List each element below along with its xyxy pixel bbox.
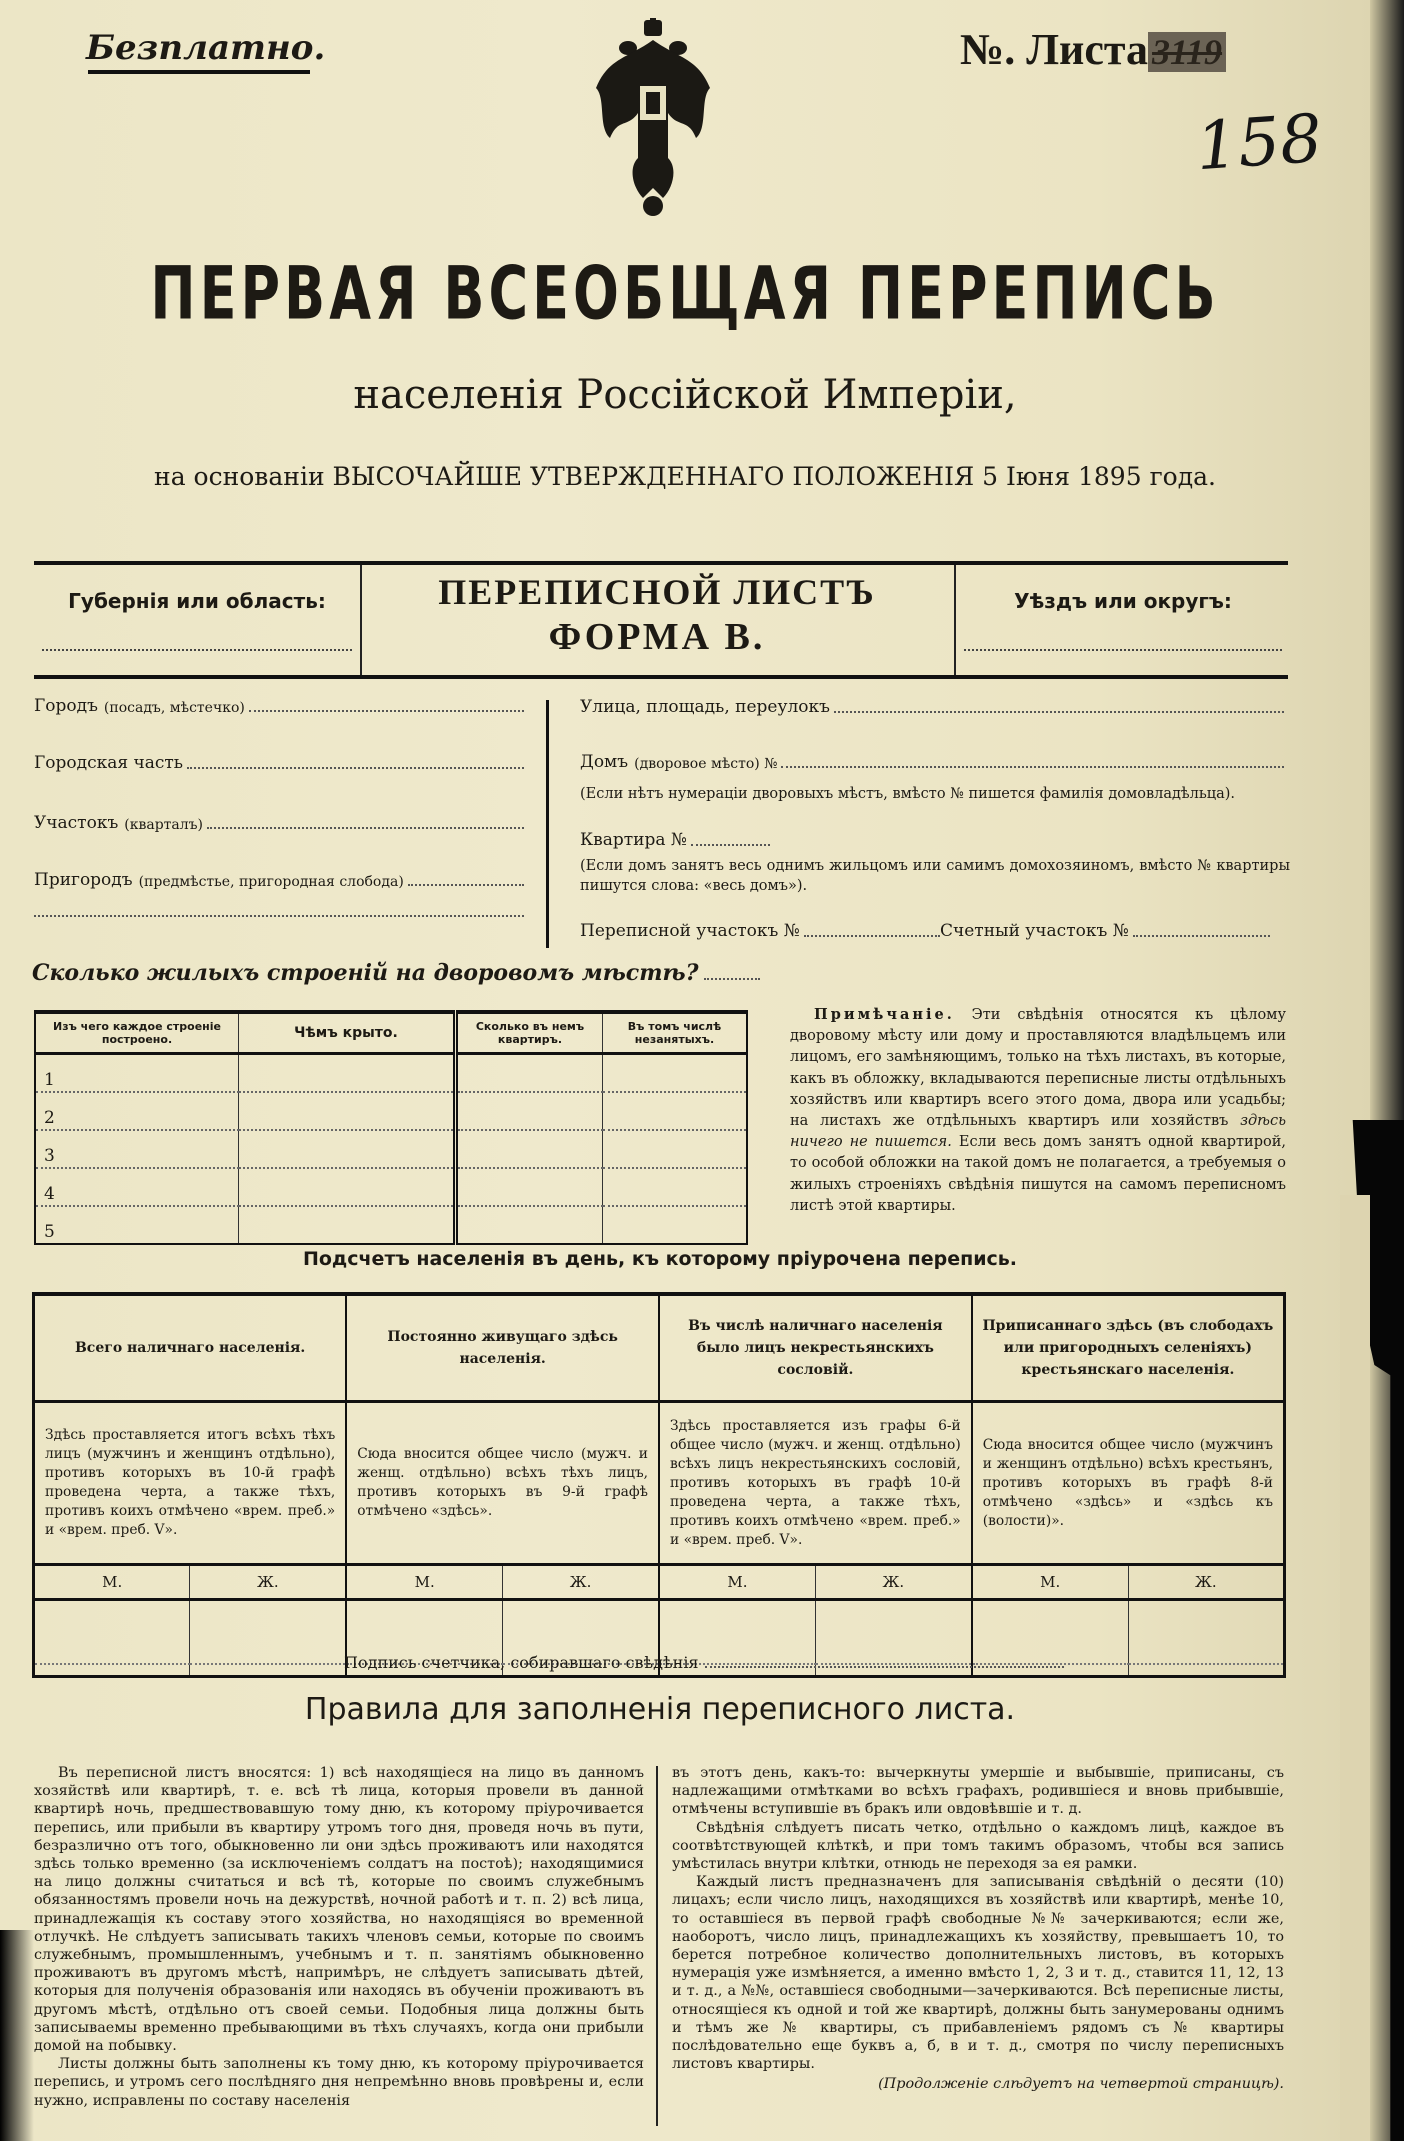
rules-left-column xyxy=(34,1764,644,2110)
note-text: Эти свѣдѣнія относятся къ цѣлому дворовому мѣсту или дому и проставляются владѣльцемъ или лицомъ, его замѣняющимъ, только на тѣхъ листахъ, въ которые, какъ въ обложку, вкладываются переписные листы отдѣльныхъ хозяйствъ или квартиръ всего этого дома, двора или усадьбы; на листахъ же отдѣльныхъ квартиръ или хозяйствъ xyxy=(790,1007,1286,1130)
col-apartments: Сколько въ немъ квартиръ. xyxy=(456,1012,603,1054)
female-count-cell[interactable] xyxy=(190,1600,346,1665)
male-header: М. xyxy=(346,1565,502,1600)
table-cell[interactable] xyxy=(239,1092,456,1130)
rules-column-divider xyxy=(656,1766,658,2126)
count-district-label: Счетный участокъ № xyxy=(940,921,1129,941)
census-district-label: Переписной участокъ № xyxy=(580,921,800,941)
table-cell[interactable] xyxy=(456,1092,603,1130)
census-district-blank[interactable] xyxy=(804,934,940,937)
female-header: Ж. xyxy=(1128,1565,1284,1600)
male-header: М. xyxy=(34,1565,190,1600)
female-header: Ж. xyxy=(190,1565,346,1600)
precinct-label: Участокъ xyxy=(34,813,119,833)
legal-basis-line: на основаніи ВЫСОЧАЙШЕ УТВЕРЖДЕННАГО ПОЛОЖЕНІЯ 5 Іюня 1895 года. xyxy=(154,462,1216,491)
buildings-question-label: Сколько жилыхъ строеній на дворовомъ мѣстѣ? xyxy=(32,960,699,986)
population-table xyxy=(32,1292,1286,1678)
paper-flap xyxy=(1340,1195,1370,2141)
rules-paragraph: Въ переписной листъ вносятся: 1) всѣ находящіеся на лицо въ данномъ хозяйствѣ или квартирѣ, т. е. всѣ тѣ лица, которыя провели въ данной квартирѣ ночь, предшествовавшую тому дню, къ которому пріурочивается перепись, или прибыли въ квартиру утромъ того дня, проведя ночь въ пути, безразлично отъ того, обыкновенно ли они здѣсь проживаютъ или находятся здѣсь только временно (за исключеніемъ солдатъ на постоѣ); находящимися на лицо должны считаться и всѣ тѣ, которые по своимъ служебнымъ обязанностямъ провели ночь на дежурствѣ, ночной работѣ и т. п. 2) всѣ лица, принадлежащія къ составу этого хозяйства, но находящіяся во временной отлучкѣ. Не слѣдуетъ записывать такихъ членовъ семьи, которые по своимъ служебнымъ, промышленнымъ, учебнымъ и т. п. занятіямъ обыкновенно проживаютъ въ другомъ мѣстѣ, напримѣръ, не слѣдуетъ записывать дѣтей, которыя для полученія образованія или находясь въ обученіи проживаютъ въ другомъ мѣстѣ, отдѣльно отъ своей семьи. Подобныя лица должны быть записываемы временно пребывающими въ тѣхъ случаяхъ, когда они прибыли домой на побывку. xyxy=(34,1765,644,2055)
note-heading: Примѣчаніе. xyxy=(814,1006,955,1023)
table-row xyxy=(35,1206,747,1244)
signature-blank[interactable] xyxy=(705,1666,1064,1668)
table-cell[interactable] xyxy=(239,1168,456,1206)
table-row xyxy=(35,1130,747,1168)
buildings-table xyxy=(34,1010,748,1245)
free-label-underline xyxy=(88,70,310,74)
apartment-field[interactable] xyxy=(580,830,770,850)
province-field[interactable] xyxy=(34,565,362,675)
suburb-extra-blank[interactable] xyxy=(34,914,524,917)
note-text-end: Если весь домъ занятъ одной квартирой, то особой обложки на такой домъ не полагается, а требуемыя о жилыхъ строеніяхъ свѣдѣнія пишутся на самомъ переписномъ листѣ этой квартиры. xyxy=(790,1134,1286,1214)
table-cell[interactable] xyxy=(456,1054,603,1093)
col-description: Здѣсь проставляется изъ графы 6-й общее число (мужч. и женщ. отдѣльно) всѣхъ лицъ некрестьянскихъ сословій, противъ которыхъ въ графѣ 10-й проведена черта, а также тѣхъ, противъ коихъ отмѣчено «врем. преб.» и «врем. преб. V». xyxy=(659,1402,972,1565)
female-header: Ж. xyxy=(815,1565,971,1600)
street-blank[interactable] xyxy=(834,710,1284,713)
rules-paragraph: Листы должны быть заполнены къ тому дню, къ которому пріурочивается перепись, и утромъ сего послѣдняго дня непремѣнно вновь провѣрены и, если нужно, исправлены по составу населенія xyxy=(34,2056,644,2109)
table-cell[interactable] xyxy=(456,1168,603,1206)
row-number[interactable]: 5 xyxy=(35,1206,239,1244)
col-registered-peasants: Приписаннаго здѣсь (въ слободахъ или пригородныхъ селеніяхъ) крестьянскаго населенія. xyxy=(972,1294,1285,1402)
form-type-heading xyxy=(360,565,954,675)
handwritten-sheet-number: 158 xyxy=(1193,99,1325,186)
table-cell[interactable] xyxy=(603,1054,748,1093)
table-cell[interactable] xyxy=(603,1092,748,1130)
row-number[interactable]: 1 xyxy=(35,1054,239,1093)
enumerator-signature-field[interactable] xyxy=(344,1653,1064,1672)
house-note: (Если нѣтъ нумераціи дворовыхъ мѣстъ, вмѣсто № пишется фамилія домовладѣльца). xyxy=(580,786,1236,802)
col-description: Сюда вносится общее число (мужч. и женщ. отдѣльно) всѣхъ тѣхъ лицъ, противъ которыхъ въ 9-й графѣ отмѣчено «здѣсь». xyxy=(346,1402,659,1565)
city-sublabel: (посадъ, мѣстечко) xyxy=(103,700,245,716)
col-material: Изъ чего каждое строеніе построено. xyxy=(35,1012,239,1054)
col-non-peasant-population: Въ числѣ наличнаго населенія было лицъ некрестьянскихъ сословій. xyxy=(659,1294,972,1402)
apartment-note: (Если домъ занятъ весь однимъ жильцомъ или самимъ домохозяиномъ, вмѣсто № квартиры пишутся слова: «весь домъ»). xyxy=(580,858,1290,894)
buildings-note xyxy=(790,1004,1286,1217)
suburb-sublabel: (предмѣстье, пригородная слобода) xyxy=(138,874,404,890)
free-of-charge-label: Безплатно. xyxy=(86,28,326,68)
district-label: Уѣздъ или округъ: xyxy=(1014,589,1232,613)
street-field[interactable] xyxy=(580,697,1284,717)
col-present-population: Всего наличнаго населенія. xyxy=(34,1294,347,1402)
double-headed-eagle-icon xyxy=(588,18,718,218)
female-header: Ж. xyxy=(503,1565,659,1600)
province-blank[interactable] xyxy=(42,649,352,651)
address-divider xyxy=(546,700,549,948)
row-number[interactable]: 4 xyxy=(35,1168,239,1206)
sheet-number-label: №. Листа xyxy=(960,25,1149,74)
province-label: Губернія или область: xyxy=(68,589,326,613)
rules-right-column xyxy=(672,1764,1284,2094)
signature-label: Подпись счетчика, собиравшаго свѣдѣнія xyxy=(344,1653,699,1672)
col-description: Здѣсь проставляется итогъ всѣхъ тѣхъ лицъ (мужчинъ и женщинъ отдѣльно), противъ которыхъ въ 10-й графѣ проведена черта, а также тѣхъ, противъ коихъ отмѣчено «врем. преб.» и «врем. преб. V». xyxy=(34,1402,347,1565)
scan-shadow xyxy=(0,1930,34,2141)
apartment-blank[interactable] xyxy=(691,843,770,846)
continued-note: (Продолженіе слѣдуетъ на четвертой страницѣ). xyxy=(878,2076,1284,2093)
female-count-cell[interactable] xyxy=(1128,1600,1284,1665)
city-part-label: Городская часть xyxy=(34,753,184,773)
precinct-field[interactable] xyxy=(34,813,524,833)
sheet-number xyxy=(960,24,1226,75)
count-district-blank[interactable] xyxy=(1133,934,1270,937)
row-number[interactable]: 2 xyxy=(35,1092,239,1130)
rules-paragraph: Свѣдѣнія слѣдуетъ писать четко, отдѣльно о каждомъ лицѣ, каждое въ соотвѣтствующей клѣткѣ, и при томъ такимъ образомъ, чтобы вся запись умѣстилась внутри клѣтки, отнюдь не переходя за ея рамки. xyxy=(672,1819,1284,1873)
precinct-sublabel: (кварталъ) xyxy=(124,817,204,833)
street-label: Улица, площадь, переулокъ xyxy=(580,697,830,717)
rules-paragraph: Каждый листъ предназначенъ для записыванія свѣдѣній о десяти (10) лицахъ; если число лицъ, находящихся въ хозяйствѣ или квартирѣ, менѣе 10, то оставшіеся въ первой графѣ свободные №№ зачеркиваются; если же, наоборотъ, число лицъ, принадлежащихъ къ хозяйству, превышаетъ 10, то берется потребное количество дополнительныхъ листовъ, въ которыхъ нумерація уже измѣняется, а именно вмѣсто 1, 2, 3 и т. д., ставится 11, 12, 13 и т. д., а №№, оставшіеся свободными—зачеркиваются. Всѣ переписные листы, относящіеся къ одной и той же квартирѣ, должны быть занумерованы однимъ и тѣмъ же № квартиры, съ прибавленіемъ рядомъ съ № квартиры послѣдовательно еще буквъ а, б, в и т. д., смотря по числу переписныхъ листовъ квартиры. xyxy=(672,1874,1284,2073)
rules-paragraph: въ этотъ день, какъ-то: вычеркнуты умершіе и выбывшіе, приписаны, съ надлежащими отмѣтками во всѣхъ графахъ, родившіеся и вновь прибывшіе, отмѣчены вступившіе въ бракъ или овдовѣвшіе и т. д. xyxy=(672,1765,1284,1818)
struck-sheet-number: 3119 xyxy=(1148,32,1226,72)
form-letter-label: ФОРМА В. xyxy=(548,616,766,658)
city-label: Городъ xyxy=(34,696,98,716)
table-cell[interactable] xyxy=(603,1130,748,1168)
table-cell[interactable] xyxy=(456,1206,603,1244)
census-district-field[interactable] xyxy=(580,921,940,941)
buildings-count-blank[interactable] xyxy=(704,978,760,980)
table-cell[interactable] xyxy=(239,1130,456,1168)
suburb-field[interactable] xyxy=(34,870,524,890)
col-permanent-population: Постоянно живущаго здѣсь населенія. xyxy=(346,1294,659,1402)
house-blank[interactable] xyxy=(781,765,1284,768)
table-cell[interactable] xyxy=(239,1054,456,1093)
suburb-blank[interactable] xyxy=(408,883,524,886)
col-roofing: Чѣмъ крыто. xyxy=(239,1012,456,1054)
table-row xyxy=(35,1168,747,1206)
city-part-field[interactable] xyxy=(34,753,524,773)
suburb-extra-line[interactable] xyxy=(34,914,524,921)
male-header: М. xyxy=(972,1565,1128,1600)
census-sheet-label: ПЕРЕПИСНОЙ ЛИСТЪ xyxy=(438,572,876,612)
city-field[interactable] xyxy=(34,696,524,716)
district-field[interactable] xyxy=(954,565,1290,675)
city-part-blank[interactable] xyxy=(187,766,524,769)
col-vacant: Въ томъ числѣ незанятыхъ. xyxy=(603,1012,748,1054)
document-title: ПЕРВАЯ ВСЕОБЩАЯ ПЕРЕПИСЬ xyxy=(150,250,1220,337)
buildings-question[interactable] xyxy=(32,960,760,986)
house-field[interactable] xyxy=(580,752,1284,772)
form-header-box xyxy=(34,561,1288,679)
row-number[interactable]: 3 xyxy=(35,1130,239,1168)
house-label: Домъ xyxy=(580,752,629,772)
table-cell[interactable] xyxy=(239,1206,456,1244)
table-cell[interactable] xyxy=(603,1168,748,1206)
district-blank[interactable] xyxy=(964,649,1282,651)
male-header: М. xyxy=(659,1565,815,1600)
count-district-field[interactable] xyxy=(940,921,1270,941)
table-cell[interactable] xyxy=(456,1130,603,1168)
population-count-heading: Подсчетъ населенія въ день, къ которому пріурочена перепись. xyxy=(302,1248,1018,1270)
document-subtitle: населенія Россійской Имперіи, xyxy=(353,372,1017,418)
col-description: Сюда вносится общее число (мужчинъ и женщинъ отдѣльно) всѣхъ крестьянъ, противъ которыхъ въ графѣ 8-й отмѣчено «здѣсь» и «здѣсь къ (волости)». xyxy=(972,1402,1285,1565)
suburb-label: Пригородъ xyxy=(34,870,133,890)
table-row xyxy=(35,1054,747,1093)
male-count-cell[interactable] xyxy=(34,1600,190,1665)
city-blank[interactable] xyxy=(249,709,524,712)
note-emphasis: здѣсь ничего не пишется. xyxy=(790,1113,1286,1151)
table-cell[interactable] xyxy=(603,1206,748,1244)
apartment-label: Квартира № xyxy=(580,830,687,850)
rules-heading: Правила для заполненія переписного листа. xyxy=(304,1692,1016,1727)
table-row xyxy=(35,1092,747,1130)
house-sublabel: (дворовое мѣсто) № xyxy=(634,756,778,772)
precinct-blank[interactable] xyxy=(207,826,524,829)
